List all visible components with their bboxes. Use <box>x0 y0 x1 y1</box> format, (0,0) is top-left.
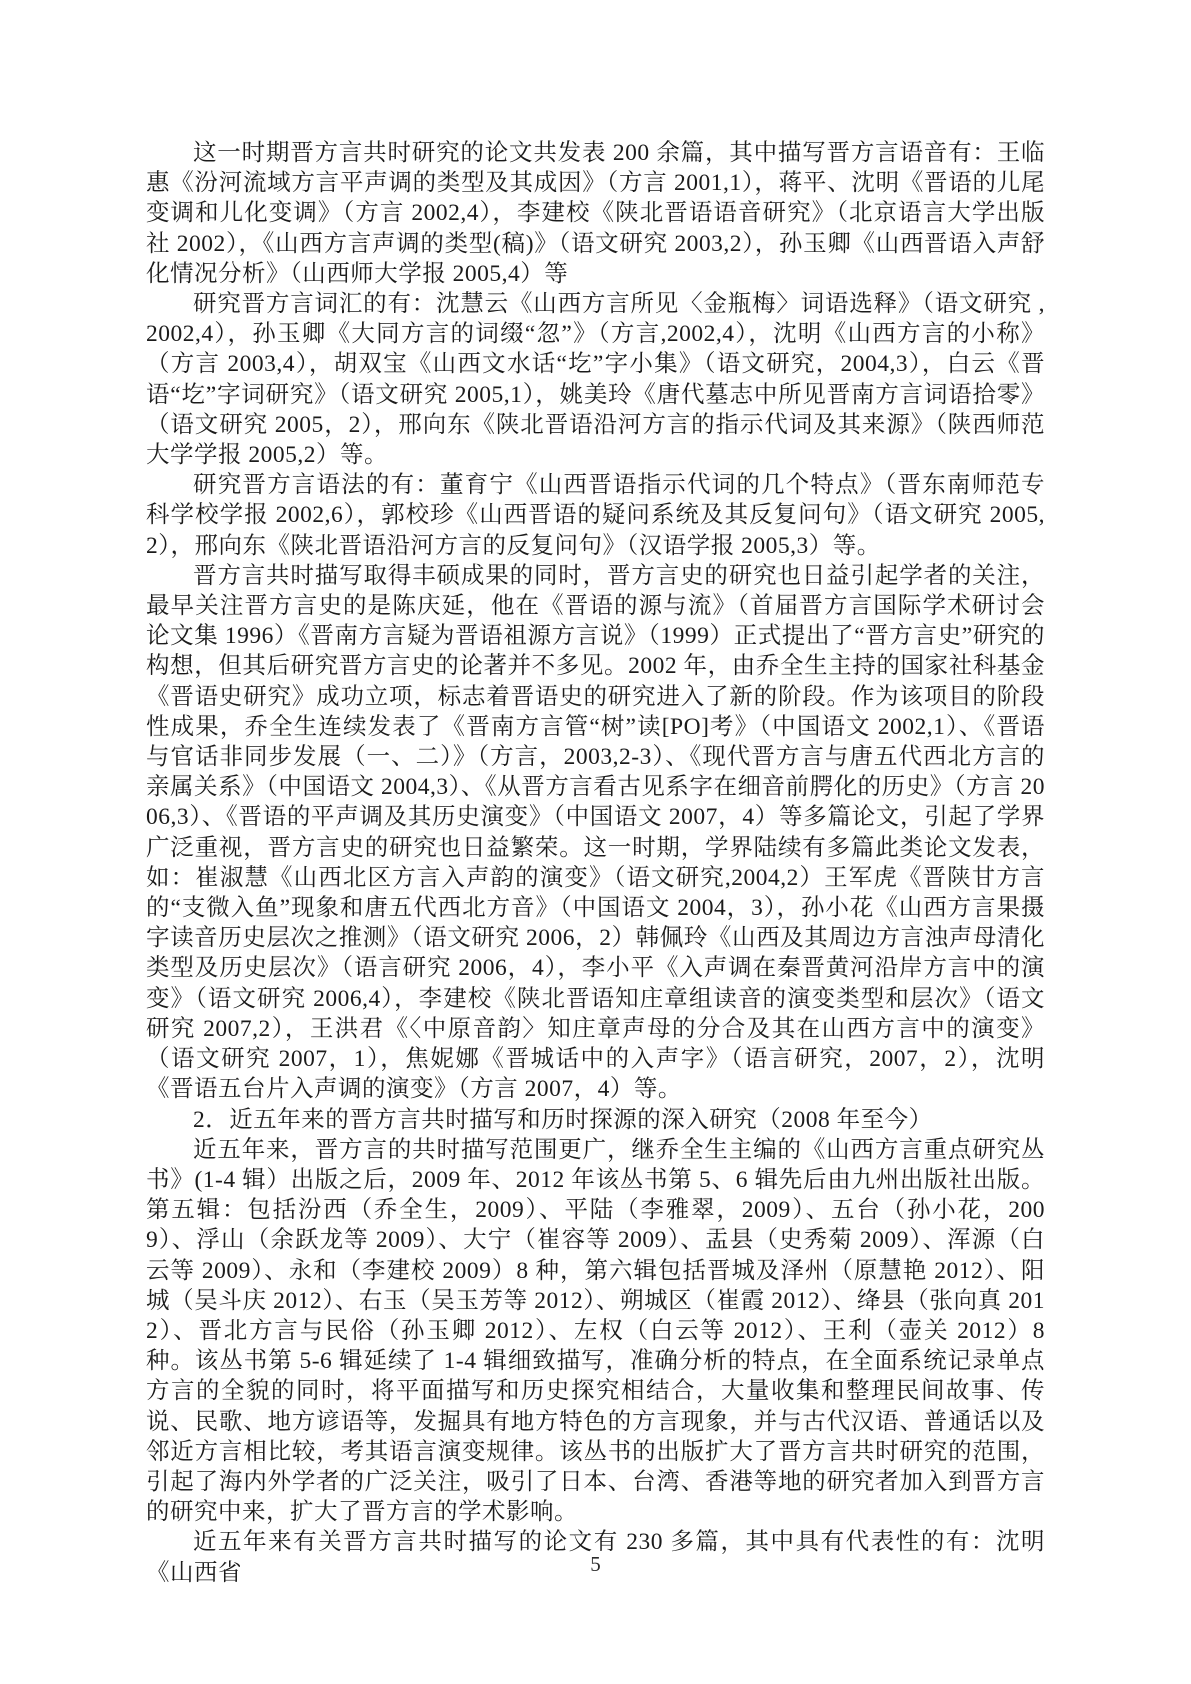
paragraph: 近五年来有关晋方言共时描写的论文有 230 多篇，其中具有代表性的有：沈明《山西省 <box>146 1529 1045 1586</box>
paragraph: 近五年来，晋方言的共时描写范围更广，继乔全生主编的《山西方言重点研究丛书》(1-4 辑）出版之后，2009 年、2012 年该丛书第 5、6 辑先后由九州出版社出版。第五辑：包括汾西（乔全生，2009）、平陆（李雅翠，2009）、五台（孙小花，2009）、浮山（余跃龙等 2009）、大宁（崔容等 2009）、盂县（史秀菊 2009）、浑源（白云等 2009）、永和（李建校 2009）8 种，第六辑包括晋城及泽州（原慧艳 2012）、阳城（吴斗庆 2012）、右玉（吴玉芳等 2012）、朔城区（崔霞 2012）、绛县（张向真 2012）、晋北方言与民俗（孙玉卿 2012）、左权（白云等 2012）、王利（壶关 2012）8 种。该丛书第 5-6 辑延续了 1-4 辑细致描写，准确分析的特点，在全面系统记录单点方言的全貌的同时，将平面描写和历史探究相结合，大量收集和整理民间故事、传说、民歌、地方谚语等，发掘具有地方特色的方言现象，并与古代汉语、普通话以及邻近方言相比较，考其语言演变规律。该丛书的出版扩大了晋方言共时研究的范围，引起了海内外学者的广泛关注，吸引了日本、台湾、香港等地的研究者加入到晋方言的研究中来，扩大了晋方言的学术影响。 <box>146 1136 1045 1526</box>
section-heading: 2．近五年来的晋方言共时描写和历时探源的深入研究（2008 年至今） <box>193 1106 933 1133</box>
paragraph: 研究晋方言语法的有：董育宁《山西晋语指示代词的几个特点》（晋东南师范专科学校学报 2002,6），郭校珍《山西晋语的疑问系统及其反复问句》（语文研究 2005,2），邢向东《陕北晋语沿河方言的反复问句》（汉语学报 2005,3）等。 <box>146 472 1045 559</box>
page-body <box>146 138 1045 1588</box>
paragraph: 这一时期晋方言共时研究的论文共发表 200 余篇，其中描写晋方言语音有：王临惠《汾河流域方言平声调的类型及其成因》（方言 2001,1），蒋平、沈明《晋语的儿尾变调和儿化变调》（方言 2002,4），李建校《陕北晋语语音研究》（北京语言大学出版社 2002），《山西方言声调的类型(稿)》（语文研究 2003,2），孙玉卿《山西晋语入声舒化情况分析》（山西师大学报 2005,4）等 <box>146 140 1045 287</box>
paragraph: 研究晋方言词汇的有：沈慧云《山西方言所见〈金瓶梅〉词语选释》（语文研究 ,2002,4），孙玉卿《大同方言的词缀“忽”》（方言,2002,4），沈明《山西方言的小称》（方言 2003,4），胡双宝《山西文水话“圪”字小集》（语文研究，2004,3），白云《晋语“圪”字词研究》（语文研究 2005,1），姚美玲《唐代墓志中所见晋南方言词语拾零》（语文研究 2005，2），邢向东《陕北晋语沿河方言的指示代词及其来源》（陕西师范大学学报 2005,2）等。 <box>146 291 1045 469</box>
paragraph: 晋方言共时描写取得丰硕成果的同时，晋方言史的研究也日益引起学者的关注，最早关注晋方言史的是陈庆延，他在《晋语的源与流》（首届晋方言国际学术研讨会论文集 1996）《晋南方言疑为晋语祖源方言说》（1999）正式提出了“晋方言史”研究的构想，但其后研究晋方言史的论著并不多见。2002 年，由乔全生主持的国家社科基金《晋语史研究》成功立项，标志着晋语史的研究进入了新的阶段。作为该项目的阶段性成果，乔全生连续发表了《晋南方言管“树”读[PO]考》（中国语文 2002,1）、《晋语与官话非同步发展（一、二）》（方言，2003,2-3）、《现代晋方言与唐五代西北方言的亲属关系》（中国语文 2004,3）、《从晋方言看古见系字在细音前腭化的历史》（方言 2006,3）、《晋语的平声调及其历史演变》（中国语文 2007，4）等多篇论文，引起了学界广泛重视，晋方言史的研究也日益繁荣。这一时期，学界陆续有多篇此类论文发表，如：崔淑慧《山西北区方言入声韵的演变》（语文研究,2004,2）王军虎《晋陕甘方言的“支微入鱼”现象和唐五代西北方音》（中国语文 2004，3），孙小花《山西方言果摄字读音历史层次之推测》（语文研究 2006，2）韩佩玲《山西及其周边方言浊声母清化类型及历史层次》（语言研究 2006，4），李小平《入声调在秦晋黄河沿岸方言中的演变》（语文研究 2006,4），李建校《陕北晋语知庄章组读音的演变类型和层次》（语文研究 2007,2），王洪君《〈中原音韵〉知庄章声母的分合及其在山西方言中的演变》（语文研究 2007，1），焦妮娜《晋城话中的入声字》（语言研究，2007，2），沈明《晋语五台片入声调的演变》（方言 2007，4）等。 <box>146 562 1045 1103</box>
page-number: 5 <box>590 1552 601 1576</box>
